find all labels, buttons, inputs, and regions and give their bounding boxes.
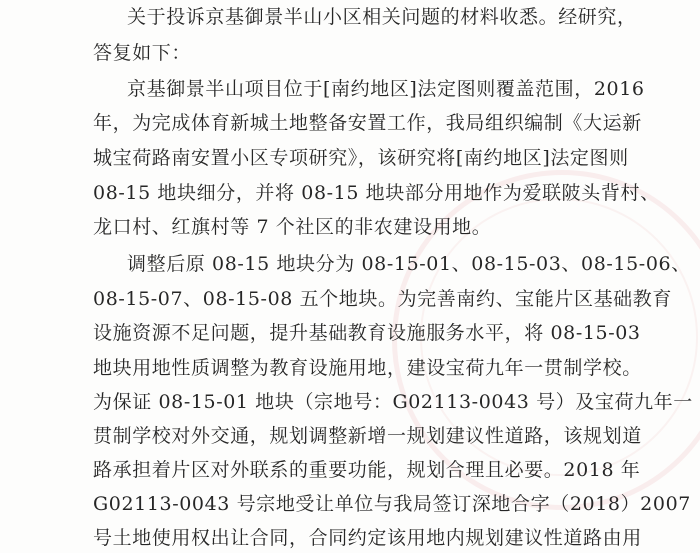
text-line-2: 答复如下： [93, 42, 192, 64]
text-line-16: 号土地使用权出让合同，合同约定该用地内规划建议性道路由用 [93, 527, 642, 549]
text-line-8: 调整后原 08-15 地块分为 08-15-01、08-15-03、08-15-06、 [127, 253, 691, 275]
text-line-10: 设施资源不足问题，提升基础教育设施服务水平，将 08-15-03 [93, 322, 641, 344]
text-line-7: 龙口村、红旗村等 7 个社区的非农建设用地。 [93, 216, 492, 238]
text-line-9: 08-15-07、08-15-08 五个地块。为完善南约、宝能片区基础教育 [93, 288, 672, 310]
text-line-12: 为保证 08-15-01 地块（宗地号：G02113-0043 号）及宝荷九年一 [93, 391, 693, 413]
text-line-11: 地块用地性质调整为教育设施用地，建设宝荷九年一贯制学校。 [93, 357, 642, 379]
text-line-13: 贯制学校对外交通，规划调整新增一规划建议性道路，该规划道 [93, 425, 642, 447]
text-line-3: 京基御景半山项目位于[南约地区]法定图则覆盖范围，2016 [127, 78, 645, 100]
text-line-15: G02113-0043 号宗地受让单位与我局签订深地合字（2018）2007 [93, 493, 691, 515]
text-line-5: 城宝荷路南安置小区专项研究》，该研究将[南约地区]法定图则 [93, 147, 629, 169]
text-line-14: 路承担着片区对外联系的重要功能，规划合理且必要。2018 年 [93, 459, 641, 481]
text-line-1: 关于投诉京基御景半山小区相关问题的材料收悉。经研究， [127, 6, 637, 28]
text-line-6: 08-15 地块细分，并将 08-15 地块部分用地作为爱联陂头背村、 [93, 182, 660, 204]
text-line-4: 年，为完成体育新城土地整备安置工作，我局组织编制《大运新 [93, 112, 642, 134]
